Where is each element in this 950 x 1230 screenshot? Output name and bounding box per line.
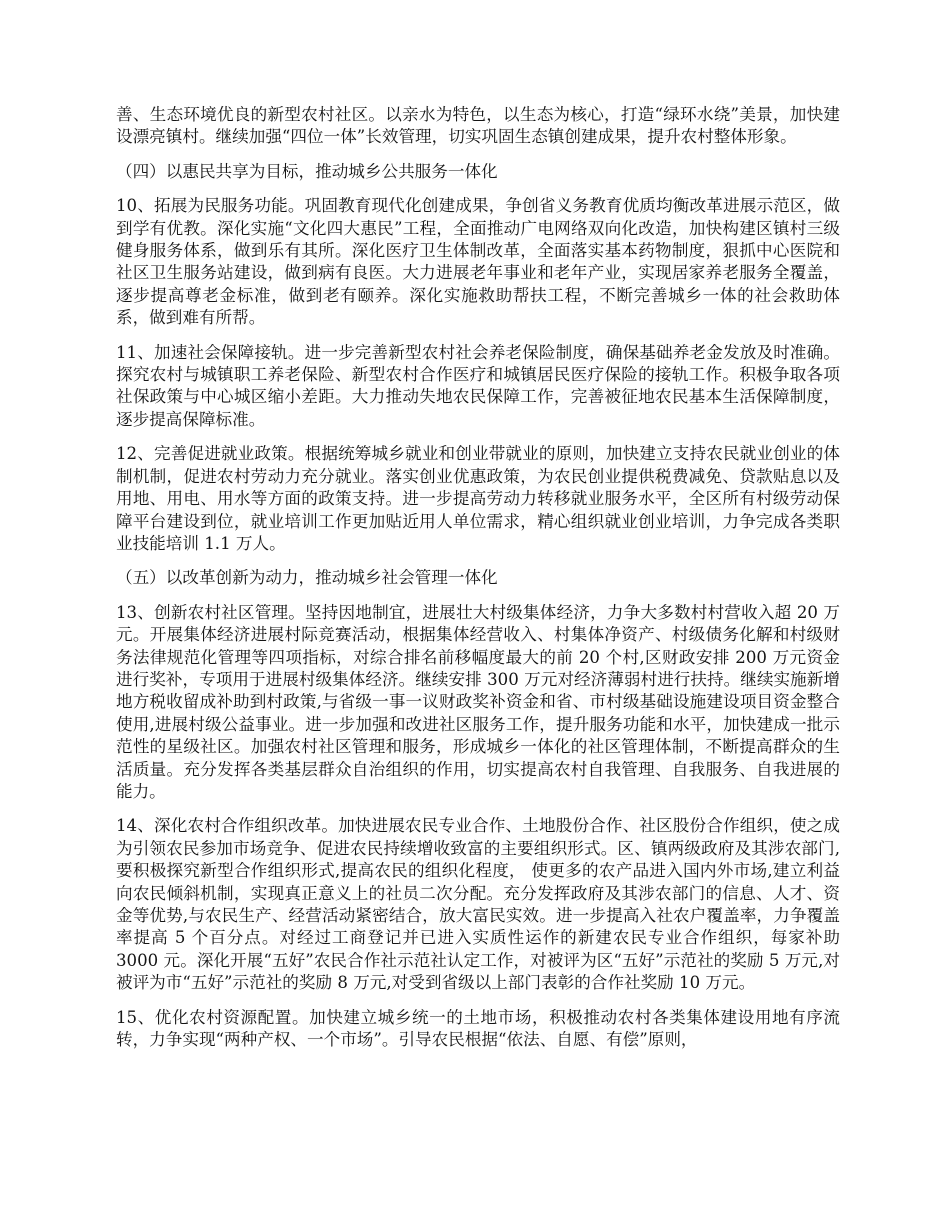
paragraph-item-11: 11、加速社会保障接轨。进一步完善新型农村社会养老保险制度，确保基础养老金发放及时准确。探究农村与城镇职工养老保险、新型农村合作医疗和城镇居民医疗保险的接轨工作。积极争取各项社保政策与中心城区缩小差距。大力推动失地农民保障工作，完善被征地农民基本生活保障制度，逐步提高保障标准。: [116, 342, 840, 429]
paragraph-item-10: 10、拓展为民服务功能。巩固教育现代化创建成果，争创省义务教育优质均衡改革进展示范区，做到学有优教。深化实施“文化四大惠民”工程，全面推动广电网络双向化改造，加快构建区镇村三级健身服务体系，做到乐有其所。深化医疗卫生体制改革，全面落实基本药物制度，狠抓中心医院和社区卫生服务站建设，做到病有良医。大力进展老年事业和老年产业，实现居家养老服务全覆盖，逐步提高尊老金标准，做到老有颐养。深化实施救助帮扶工程，不断完善城乡一体的社会救助体系，做到难有所帮。: [116, 196, 840, 328]
paragraph-item-13: 13、创新农村社区管理。坚持因地制宜，进展壮大村级集体经济，力争大多数村村营收入超 20 万元。开展集体经济进展村际竞赛活动，根据集体经营收入、村集体净资产、村级债务化解和村级财务法律规范化管理等四项指标，对综合排名前移幅度最大的前 20 个村,区财政安排 200 万元资金进行奖补，专项用于进展村级集体经济。继续安排 300 万元对经济薄弱村进行扶持。继续实施新增地方税收留成补助到村政策,与省级一事一议财政奖补资金和省、市村级基础设施建设项目资金整合使用,进展村级公益事业。进一步加强和改进社区服务工作，提升服务功能和水平，加快建成一批示范性的星级社区。加强农村社区管理和服务，形成城乡一体化的社区管理体制，不断提高群众的生活质量。充分发挥各类基层群众自治组织的作用，切实提高农村自我管理、自我服务、自我进展的能力。: [116, 602, 840, 801]
section-heading-social-management: （五）以改革创新为动力，推动城乡社会管理一体化: [116, 568, 498, 588]
paragraph-ecological-community: 善、生态环境优良的新型农村社区。以亲水为特色，以生态为核心，打造“绿环水绕”美景，加快建设漂亮镇村。继续加强“四位一体”长效管理，切实巩固生态镇创建成果，提升农村整体形象。: [116, 105, 840, 147]
paragraph-item-14: 14、深化农村合作组织改革。加快进展农民专业合作、土地股份合作、社区股份合作组织，使之成为引领农民参加市场竞争、促进农民持续增收致富的主要组织形式。区、镇两级政府及其涉农部门,要积极探究新型合作组织形式,提高农民的组织化程度， 使更多的农产品进入国内外市场,建立利益向农民倾斜机制，实现真正意义上的社员二次分配。充分发挥政府及其涉农部门的信息、人才、资金等优势,与农民生产、经营活动紧密结合，放大富民实效。进一步提高入社农户覆盖率，力争覆盖率提高 5 个百分点。对经过工商登记并已进入实质性运作的新建农民专业合作组织，每家补助 3000 元。深化开展“五好”农民合作社示范社认定工作，对被评为区“五好”示范社的奖励 5 万元,对被评为市“五好”示范社的奖励 8 万元,对受到省级以上部门表彰的合作社奖励 10 万元。: [116, 816, 840, 993]
paragraph-item-15: 15、优化农村资源配置。加快建立城乡统一的土地市场，积极推动农村各类集体建设用地有序流转，力争实现“两种产权、一个市场”。引导农民根据“依法、自愿、有偿”原则，: [116, 1007, 840, 1050]
paragraph-item-12: 12、完善促进就业政策。根据统筹城乡就业和创业带就业的原则，加快建立支持农民就业创业的体制机制，促进农村劳动力充分就业。落实创业优惠政策，为农民创业提供税费减免、贷款贴息以及用地、用电、用水等方面的政策支持。进一步提高劳动力转移就业服务水平，全区所有村级劳动保障平台建设到位，就业培训工作更加贴近用人单位需求，精心组织就业创业培训，力争完成各类职业技能培训 1.1 万人。: [116, 444, 840, 553]
section-heading-public-services: （四）以惠民共享为目标，推动城乡公共服务一体化: [116, 161, 498, 181]
